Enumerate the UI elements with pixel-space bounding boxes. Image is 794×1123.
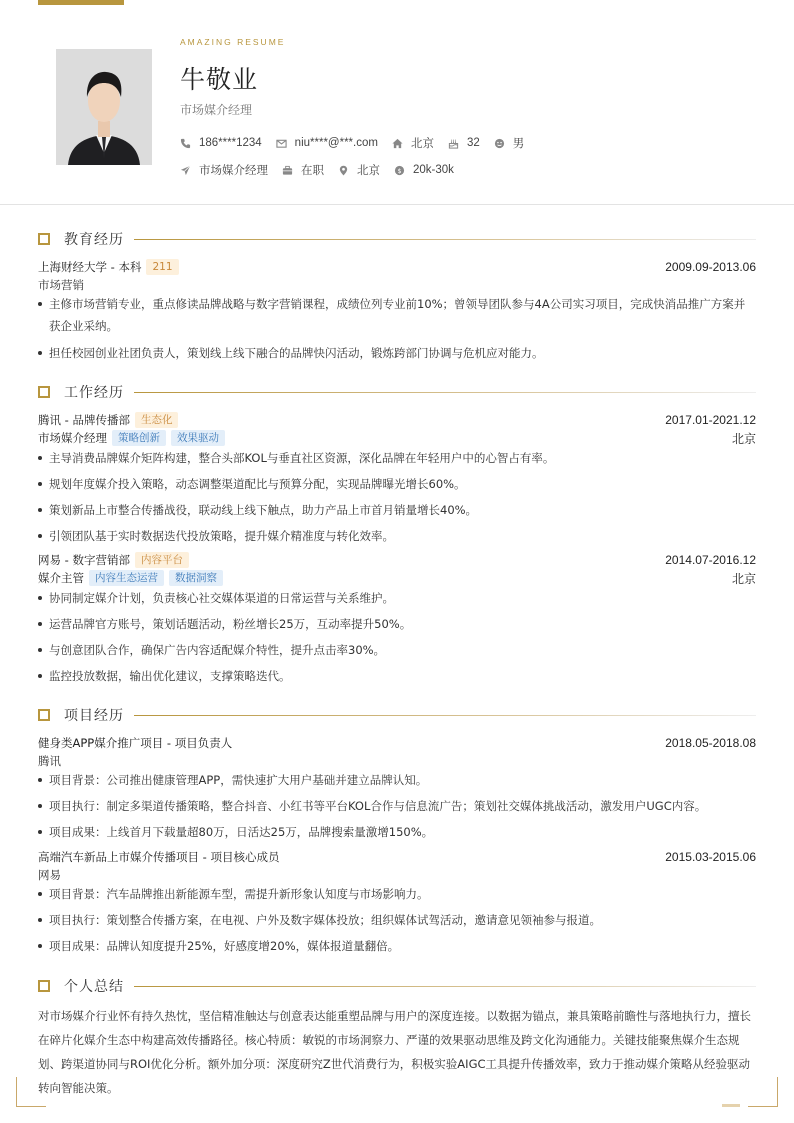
gender-icon [494, 138, 505, 149]
role-tag: 效果驱动 [171, 430, 225, 446]
company-name: 网易 - 数字营销部 [38, 553, 130, 567]
age-value: 32 [466, 137, 480, 149]
section-education [38, 230, 756, 248]
header-divider [0, 204, 794, 205]
project-bullet: 项目成果：上线首月下载量超80万，日活达25万，品牌搜索量激增150%。 [38, 821, 756, 843]
role-tag: 数据洞察 [169, 570, 223, 586]
work-period: 2017.01-2021.12 [665, 413, 756, 427]
section-rule [134, 715, 756, 716]
section-title: 教育经历 [64, 232, 124, 248]
section-rule [134, 392, 756, 393]
project-header-row [38, 735, 756, 751]
education-bullet: 担任校园创业社团负责人，策划线上线下融合的品牌快闪活动，锻炼跨部门协调与危机应对能力。 [38, 342, 756, 364]
status-item [282, 162, 324, 178]
work-bullet: 引领团队基于实时数据迭代投放策略，提升媒介精准度与转化效率。 [38, 525, 756, 547]
section-work [38, 383, 756, 401]
project-bullet: 项目成果：品牌认知度提升25%，好感度增20%，媒体报道量翻倍。 [38, 935, 756, 957]
role-tag: 内容生态运营 [89, 570, 164, 586]
work-role-row [38, 430, 756, 446]
project-bullet: 项目背景：汽车品牌推出新能源车型，需提升新形象认知度与市场影响力。 [38, 883, 756, 905]
work-period: 2014.07-2016.12 [665, 553, 756, 567]
section-rule [134, 986, 756, 987]
age-item [448, 137, 480, 149]
home-icon [392, 138, 403, 149]
corner-ornament-left [16, 1077, 46, 1107]
section-title: 项目经历 [64, 708, 124, 724]
phone-icon [180, 138, 191, 149]
corner-ornament-right [748, 1077, 778, 1107]
target-city: 北京 [357, 165, 380, 177]
section-title: 个人总结 [64, 979, 124, 995]
section-marker-icon [38, 980, 50, 992]
work-bullet: 规划年度媒介投入策略，动态调整渠道配比与预算分配，实现品牌曝光增长60%。 [38, 473, 756, 495]
target-position-item [180, 162, 268, 178]
work-header-row [38, 552, 756, 568]
mail-icon [276, 138, 287, 149]
work-bullet: 监控投放数据，输出优化建议，支撑策略迭代。 [38, 665, 756, 687]
phone-number: 186****1234 [199, 137, 262, 149]
school-tag: 211 [146, 259, 178, 275]
candidate-job-title: 市场媒介经理 [180, 103, 253, 117]
job-intent-row [180, 162, 468, 178]
work-location: 北京 [731, 431, 756, 446]
company-tag: 内容平台 [135, 552, 189, 568]
section-rule [134, 239, 756, 240]
project-name: 高端汽车新品上市媒介传播项目 - 项目核心成员 [38, 850, 280, 864]
project-org: 腾讯 [38, 754, 61, 768]
work-header-row [38, 412, 756, 428]
project-bullet: 项目背景：公司推出健康管理APP，需快速扩大用户基础并建立品牌认知。 [38, 769, 756, 791]
work-role-row [38, 570, 756, 586]
section-summary [38, 977, 756, 995]
personal-summary: 对市场媒介行业怀有持久热忱，坚信精准触达与创意表达能重塑品牌与用户的深度连接。以数据为锚点，兼具策略前瞻性与落地执行力，擅长在碎片化媒介生态中构建高效传播路径。核心特质：敏锐的市场洞察力、严谨的效果驱动思维及跨文化沟通能力。关键技能聚焦媒介生态规划、跨渠道协同与ROI优化分析。额外加分项：深度研究Z世代消费行为，积极实验AIGC工具提升传播效率，致力于推动媒介策略从经验驱动转向智能决策。 [38, 1009, 751, 1095]
project-period: 2018.05-2018.08 [665, 736, 756, 750]
education-major: 市场营销 [38, 278, 84, 292]
job-role: 市场媒介经理 [38, 431, 107, 445]
send-icon [180, 165, 191, 176]
contact-info-row [180, 135, 538, 151]
profile-photo [56, 49, 152, 165]
phone-item [180, 137, 262, 149]
work-bullet: 与创意团队合作，确保广告内容适配媒介特性，提升点击率30%。 [38, 639, 756, 661]
school-name: 上海财经大学 - 本科 [38, 260, 142, 274]
bottom-accent-dash [722, 1104, 740, 1107]
work-bullet: 运营品牌官方账号，策划话题活动，粉丝增长25万，互动率提升50%。 [38, 613, 756, 635]
job-role: 媒介主管 [38, 571, 84, 585]
target-city-item [338, 162, 380, 178]
city-value: 北京 [410, 138, 434, 150]
top-accent-bar [38, 0, 124, 5]
work-bullet: 策划新品上市整合传播战役，联动线上线下触点，助力产品上市首月销量增长40%。 [38, 499, 756, 521]
svg-text:$: $ [397, 166, 402, 175]
email-address: niu****@***.com [294, 137, 378, 149]
education-header-row [38, 259, 756, 275]
location-icon [338, 165, 349, 176]
gender-item [494, 135, 525, 151]
target-position: 市场媒介经理 [199, 165, 268, 177]
company-tag: 生态化 [135, 412, 179, 428]
email-item [276, 137, 378, 149]
role-tag: 策略创新 [112, 430, 166, 446]
city-item [392, 135, 434, 151]
resume-tagline: AMAZING RESUME [180, 37, 286, 47]
candidate-name: 牛敬业 [180, 65, 259, 94]
job-status: 在职 [301, 165, 324, 177]
work-bullet: 主导消费品牌媒介矩阵构建，整合头部KOL与垂直社区资源，深化品牌在年轻用户中的心智占有率。 [38, 447, 756, 469]
section-marker-icon [38, 233, 50, 245]
project-org: 网易 [38, 868, 61, 882]
cake-icon [448, 138, 459, 149]
section-marker-icon [38, 709, 50, 721]
section-projects [38, 706, 756, 724]
section-title: 工作经历 [64, 385, 124, 401]
project-bullet: 项目执行：制定多渠道传播策略，整合抖音、小红书等平台KOL合作与信息流广告；策划社交媒体挑战活动，激发用户UGC内容。 [38, 795, 756, 817]
briefcase-icon [282, 165, 293, 176]
salary-item [394, 164, 454, 176]
project-bullet: 项目执行：策划整合传播方案，在电视、户外及数字媒体投放；组织媒体试驾活动，邀请意见领袖参与报道。 [38, 909, 756, 931]
money-icon [394, 165, 405, 176]
work-location: 北京 [731, 571, 756, 586]
project-header-row [38, 849, 756, 865]
education-period: 2009.09-2013.06 [665, 260, 756, 274]
project-period: 2015.03-2015.06 [665, 850, 756, 864]
project-name: 健身类APP媒介推广项目 - 项目负责人 [38, 736, 233, 750]
gender-value: 男 [512, 138, 525, 150]
section-marker-icon [38, 386, 50, 398]
expected-salary: 20k-30k [413, 164, 454, 176]
company-name: 腾讯 - 品牌传播部 [38, 413, 130, 427]
education-bullet: 主修市场营销专业，重点修读品牌战略与数字营销课程，成绩位列专业前10%；曾领导团队参与4A公司实习项目，完成快消品推广方案并获企业采纳。 [38, 293, 756, 337]
work-bullet: 协同制定媒介计划，负责核心社交媒体渠道的日常运营与关系维护。 [38, 587, 756, 609]
